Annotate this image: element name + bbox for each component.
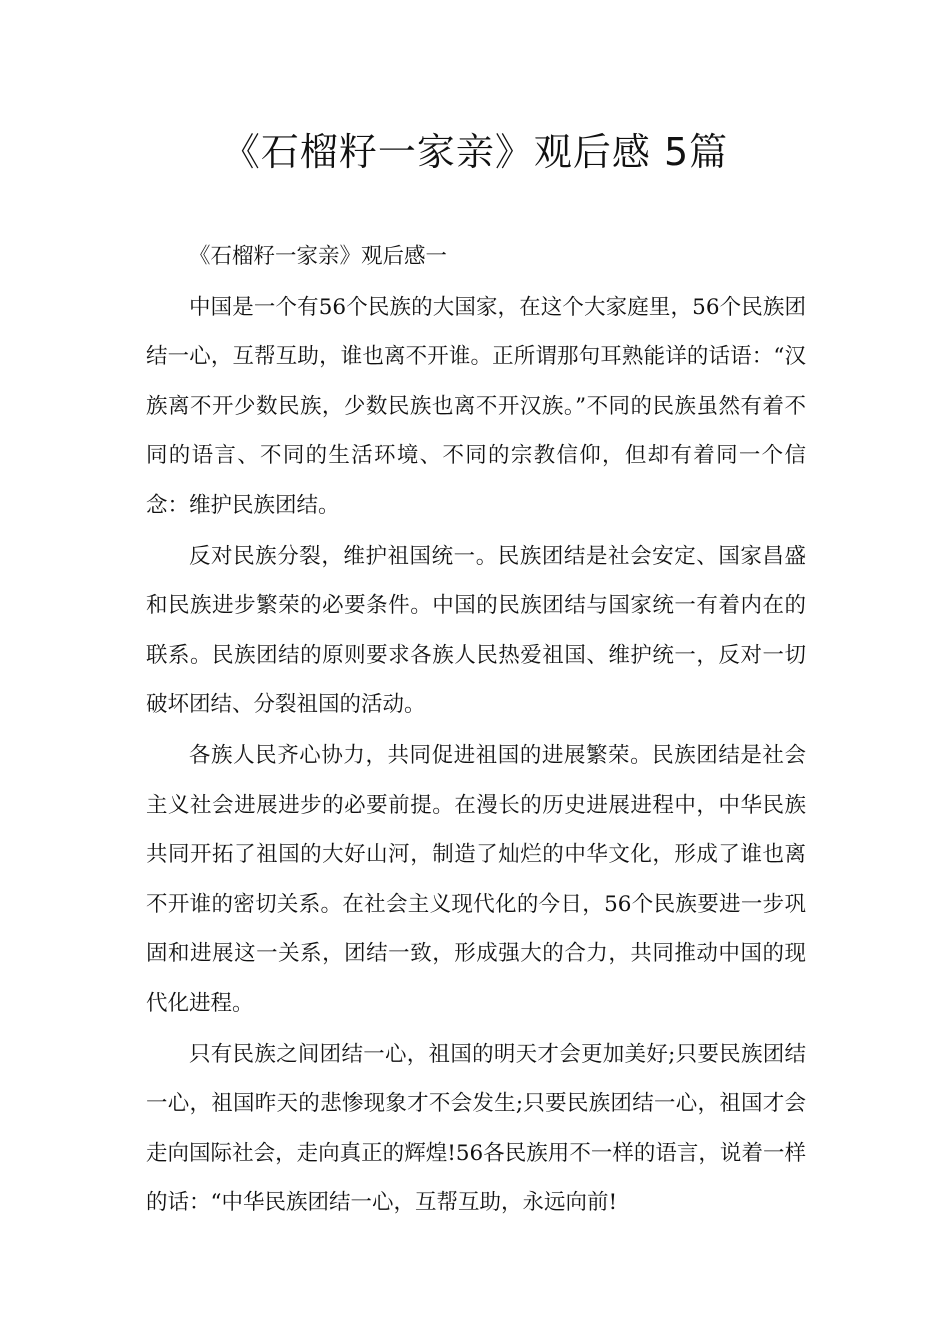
section-heading: 《石榴籽一家亲》观后感一 [189, 244, 448, 269]
document-body [146, 232, 806, 1229]
paragraph-4: 只有民族之间团结一心，祖国的明天才会更加美好;只要民族团结一心，祖国昨天的悲惨现象才不会发生;只要民族团结一心，祖国才会走向国际社会，走向真正的辉煌!56各民族用不一样的语言，说着一样的话：“中华民族团结一心，互帮互助，永远向前! [146, 1041, 806, 1216]
paragraph-1: 中国是一个有56个民族的大国家，在这个大家庭里，56个民族团结一心，互帮互助，谁也离不开谁。正所谓那句耳熟能详的话语：“汉族离不开少数民族，少数民族也离不开汉族。”不同的民族虽然有着不同的语言、不同的生活环境、不同的宗教信仰，但却有着同一个信念：维护民族团结。 [146, 294, 806, 518]
paragraph-3: 各族人民齐心协力，共同促进祖国的进展繁荣。民族团结是社会主义社会进展进步的必要前提。在漫长的历史进展进程中，中华民族共同开拓了祖国的大好山河，制造了灿烂的中华文化，形成了谁也离不开谁的密切关系。在社会主义现代化的今日，56个民族要进一步巩固和进展这一关系，团结一致，形成强大的合力，共同推动中国的现代化进程。 [146, 742, 806, 1016]
paragraph-2: 反对民族分裂，维护祖国统一。民族团结是社会安定、国家昌盛和民族进步繁荣的必要条件。中国的民族团结与国家统一有着内在的联系。民族团结的原则要求各族人民热爱祖国、维护统一，反对一切破坏团结、分裂祖国的活动。 [146, 543, 806, 718]
document-title: 《石榴籽一家亲》观后感 5篇 [221, 130, 729, 174]
